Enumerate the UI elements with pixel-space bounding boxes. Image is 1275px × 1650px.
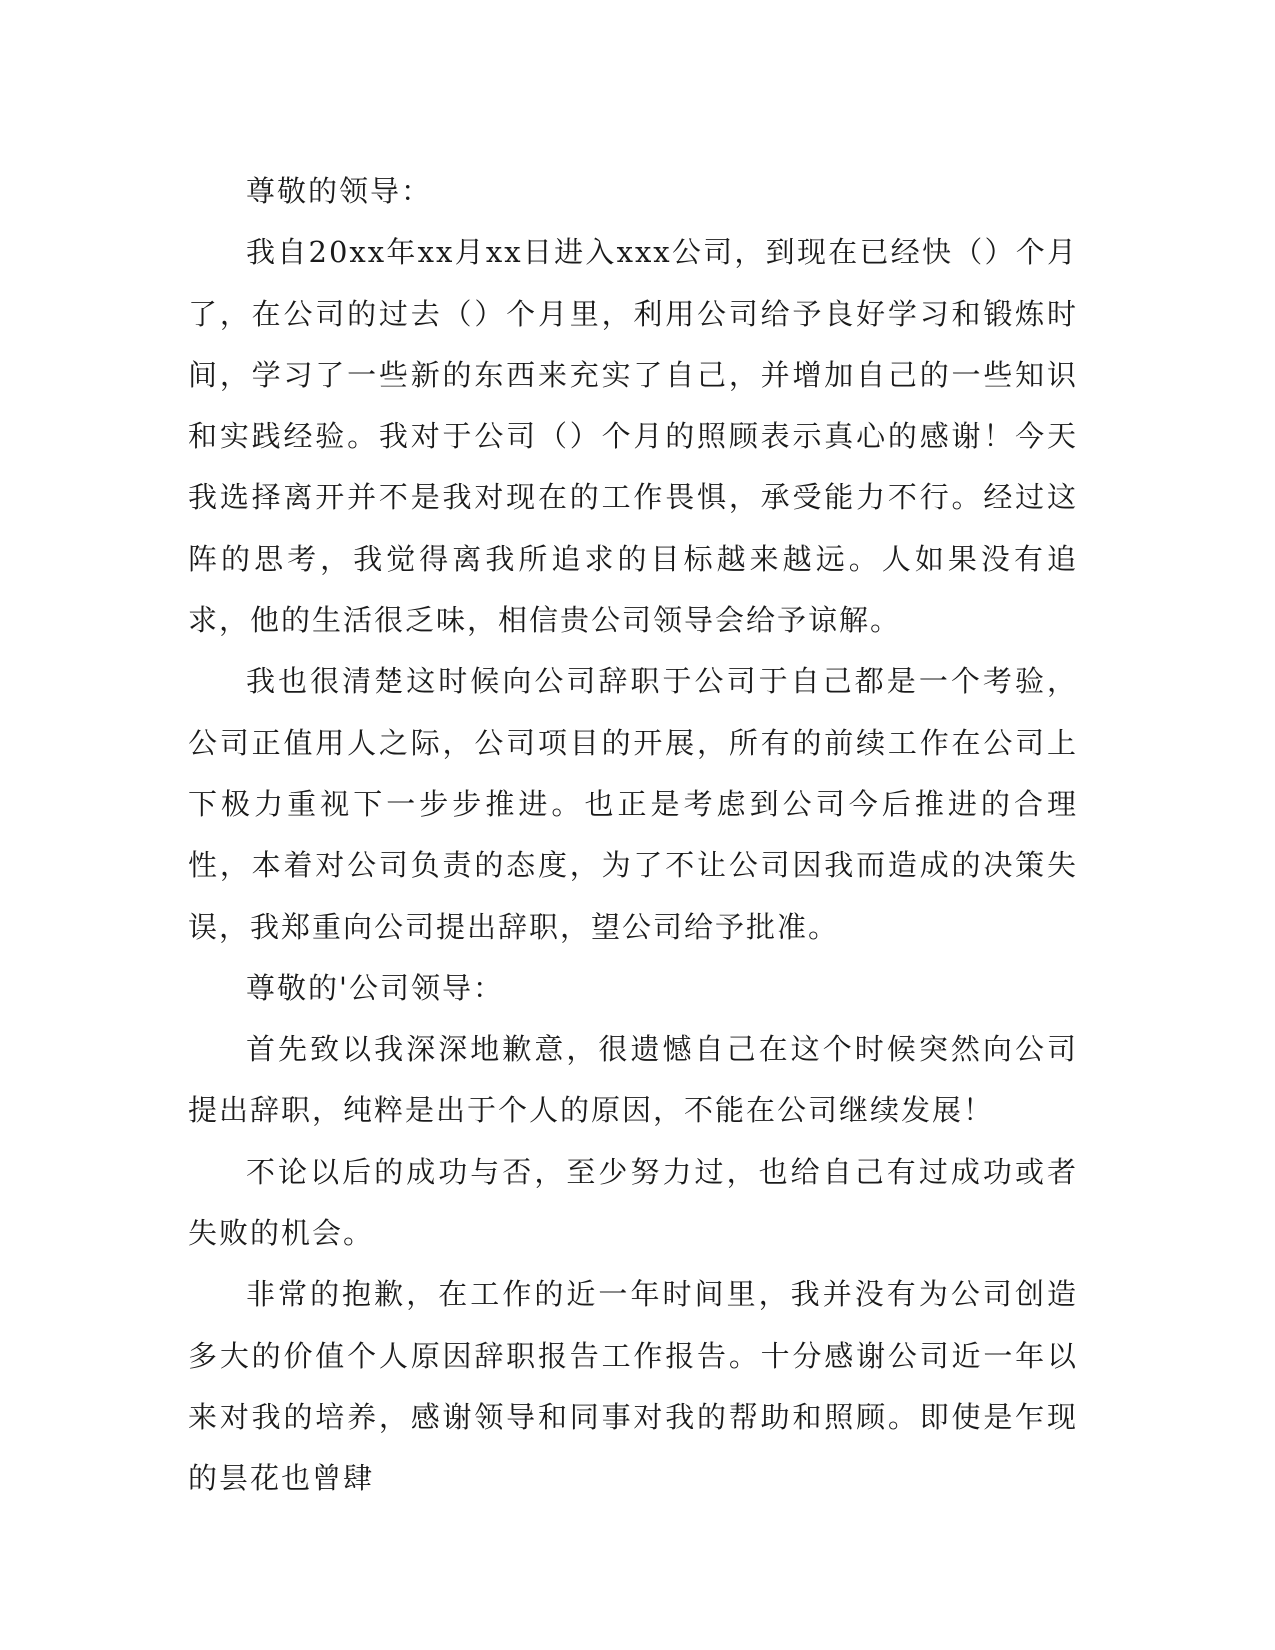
- paragraph: 我也很清楚这时候向公司辞职于公司于自己都是一个考验，公司正值用人之际，公司项目的开展，所有的前续工作在公司上下极力重视下一步步推进。也正是考虑到公司今后推进的合理性，本着对公司负责的态度，为了不让公司因我而造成的决策失误，我郑重向公司提出辞职，望公司给予批准。: [188, 664, 1078, 944]
- paragraph: 非常的抱歉，在工作的近一年时间里，我并没有为公司创造多大的价值个人原因辞职报告工作报告。十分感谢公司近一年以来对我的培养，感谢领导和同事对我的帮助和照顾。即使是乍现的昙花也曾肆: [188, 1277, 1078, 1496]
- paragraph: 我自20xx年xx月xx日进入xxx公司，到现在已经快（）个月了，在公司的过去（）个月里，利用公司给予良好学习和锻炼时间，学习了一些新的东西来充实了自己，并增加自己的一些知识和实践经验。我对于公司（）个月的照顾表示真心的感谢！今天我选择离开并不是我对现在的工作畏惧，承受能力不行。经过这阵的思考，我觉得离我所追求的目标越来越远。人如果没有追求，他的生活很乏味，相信贵公司领导会给予谅解。: [188, 235, 1078, 638]
- paragraph: 首先致以我深深地歉意，很遗憾自己在这个时候突然向公司提出辞职，纯粹是出于个人的原因，不能在公司继续发展！: [188, 1032, 1078, 1128]
- paragraph: 不论以后的成功与否，至少努力过，也给自己有过成功或者失败的机会。: [188, 1154, 1078, 1251]
- salutation: 尊敬的'公司领导：: [246, 970, 504, 1005]
- salutation: 尊敬的领导：: [246, 174, 433, 208]
- document-body: [188, 161, 1078, 1510]
